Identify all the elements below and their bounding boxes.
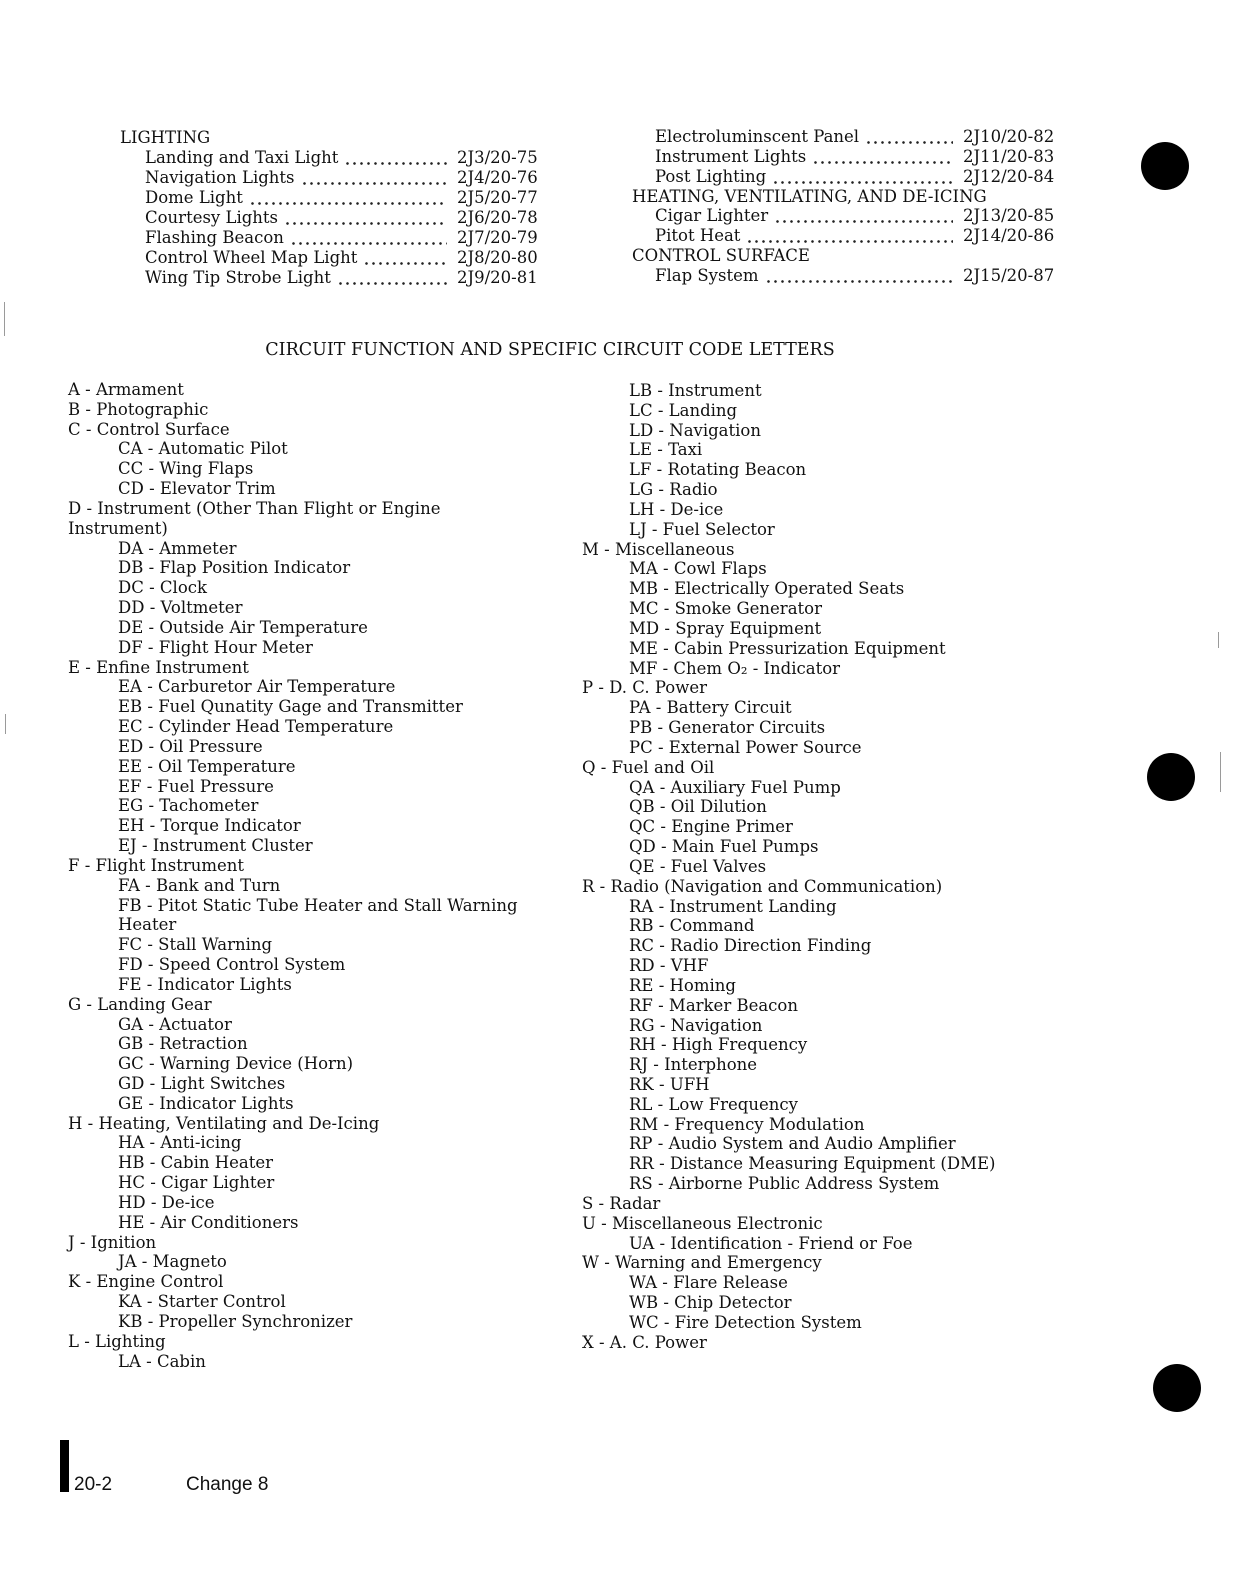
scan-mark (1220, 752, 1221, 792)
index-heading-heating: HEATING, VENTILATING, AND DE-ICING (632, 186, 987, 206)
code-subcategory: RG - Navigation (629, 1015, 763, 1035)
dot-leader (774, 167, 953, 187)
code-subcategory: PC - External Power Source (629, 737, 862, 757)
scan-mark (5, 714, 6, 734)
index-entry-label: Instrument Lights (655, 146, 807, 166)
code-subcategory: QC - Engine Primer (629, 817, 793, 837)
dot-leader (346, 148, 447, 168)
index-entry (655, 266, 1059, 286)
index-entry (145, 268, 543, 288)
code-subcategory: FD - Speed Control System (118, 955, 346, 975)
index-entry-label: Flashing Beacon (145, 228, 284, 247)
index-entry-ref: 2J5/20-77 (457, 188, 538, 207)
code-subcategory: LC - Landing (629, 400, 738, 420)
code-subcategory: ED - Oil Pressure (118, 736, 263, 756)
code-category: X - A. C. Power (582, 1332, 707, 1352)
code-subcategory: RD - VHF (629, 956, 709, 976)
code-subcategory: LF - Rotating Beacon (629, 460, 807, 480)
page-number: 20-2 (74, 1474, 113, 1495)
code-subcategory: EG - Tachometer (118, 796, 259, 816)
dot-leader (251, 188, 447, 208)
code-subcategory: GE - Indicator Lights (118, 1093, 294, 1113)
code-subcategory: QD - Main Fuel Pumps (629, 837, 819, 857)
dot-leader (814, 147, 953, 167)
code-subcategory: PB - Generator Circuits (629, 718, 826, 738)
code-subcategory: DF - Flight Hour Meter (118, 637, 313, 657)
code-category: E - Enfine Instrument (68, 657, 249, 677)
index-entry (655, 206, 1059, 226)
index-entry-ref: 2J6/20-78 (457, 208, 538, 227)
code-subcategory: LE - Taxi (629, 440, 703, 460)
code-subcategory: DA - Ammeter (118, 538, 237, 558)
dot-leader (365, 248, 447, 268)
code-category: W - Warning and Emergency (582, 1253, 822, 1273)
code-category: A - Armament (68, 380, 184, 399)
code-subcategory: RE - Homing (629, 975, 736, 995)
code-subcategory: ME - Cabin Pressurization Equipment (629, 638, 946, 658)
index-entry-label: Landing and Taxi Light (145, 148, 339, 167)
code-subcategory: FA - Bank and Turn (118, 875, 281, 895)
code-subcategory: EE - Oil Temperature (118, 756, 296, 776)
code-subcategory: RK - UFH (629, 1074, 710, 1094)
code-category: C - Control Surface (68, 419, 230, 439)
code-category: B - Photographic (68, 399, 209, 419)
code-subcategory: QB - Oil Dilution (629, 797, 767, 817)
code-subcategory: JA - Magneto (118, 1252, 227, 1272)
code-subcategory: RS - Airborne Public Address System (629, 1174, 940, 1194)
index-entry (145, 248, 543, 268)
code-subcategory: DD - Voltmeter (118, 598, 243, 618)
code-subcategory: CD - Elevator Trim (118, 479, 276, 499)
codes-left-column (68, 380, 518, 1371)
index-entry-label: Post Lighting (655, 166, 767, 186)
index-entry (655, 127, 1059, 147)
index-heading-control-surface: CONTROL SURFACE (632, 246, 810, 266)
index-entry (145, 208, 543, 228)
index-entry-ref: 2J3/20-75 (457, 148, 538, 167)
code-subcategory: PA - Battery Circuit (629, 698, 792, 718)
index-entry-label: Dome Light (145, 188, 243, 207)
index-entry-label: Control Wheel Map Light (145, 248, 358, 267)
code-subcategory: MB - Electrically Operated Seats (629, 579, 905, 599)
code-subcategory: EJ - Instrument Cluster (118, 836, 313, 856)
index-entry-ref: 2J14/20-86 (963, 226, 1055, 246)
code-subcategory: LD - Navigation (629, 420, 761, 440)
code-subcategory: RR - Distance Measuring Equipment (DME) (629, 1154, 996, 1174)
index-entry-ref: 2J11/20-83 (963, 146, 1055, 166)
code-subcategory: GA - Actuator (118, 1014, 232, 1034)
index-entry (145, 148, 543, 168)
code-category: M - Miscellaneous (582, 539, 735, 559)
code-subcategory: QA - Auxiliary Fuel Pump (629, 777, 841, 797)
dot-leader (339, 268, 447, 288)
binder-hole-dot (1141, 142, 1189, 190)
code-subcategory: LH - De-ice (629, 499, 724, 519)
index-entry (145, 228, 543, 248)
scan-mark (1218, 632, 1219, 648)
code-subcategory: HB - Cabin Heater (118, 1153, 274, 1173)
index-entry-label: Wing Tip Strobe Light (145, 268, 331, 287)
scan-mark (4, 302, 5, 336)
code-subcategory: DB - Flap Position Indicator (118, 558, 351, 578)
code-subcategory: MC - Smoke Generator (629, 599, 822, 619)
dot-leader (867, 127, 953, 147)
code-category: U - Miscellaneous Electronic (582, 1213, 823, 1233)
code-subcategory: RM - Frequency Modulation (629, 1114, 865, 1134)
index-entry (145, 188, 543, 208)
code-subcategory: WC - Fire Detection System (629, 1312, 862, 1332)
code-subcategory: EA - Carburetor Air Temperature (118, 677, 396, 697)
dot-leader (748, 226, 953, 246)
code-category: S - Radar (582, 1193, 661, 1213)
code-subcategory: WB - Chip Detector (629, 1293, 792, 1313)
index-entry-label: Flap System (655, 266, 759, 286)
code-subcategory: CC - Wing Flaps (118, 459, 254, 479)
code-subcategory: WA - Flare Release (629, 1273, 788, 1293)
code-subcategory: FC - Stall Warning (118, 935, 273, 955)
code-subcategory: RP - Audio System and Audio Amplifier (629, 1134, 956, 1154)
index-right-column (632, 127, 1059, 286)
index-entry (655, 226, 1059, 246)
code-subcategory: QE - Fuel Valves (629, 856, 767, 876)
code-subcategory: RC - Radio Direction Finding (629, 936, 872, 956)
code-category: K - Engine Control (68, 1272, 224, 1292)
dot-leader (776, 206, 953, 226)
index-entry-label: Pitot Heat (655, 226, 741, 246)
code-subcategory: RH - High Frequency (629, 1035, 808, 1055)
change-number: Change 8 (186, 1474, 269, 1495)
dot-leader (303, 168, 447, 188)
index-entry-ref: 2J4/20-76 (457, 168, 538, 187)
code-subcategory: HD - De-ice (118, 1192, 215, 1212)
code-subcategory: MF - Chem O₂ - Indicator (629, 658, 841, 678)
code-subcategory: DE - Outside Air Temperature (118, 617, 368, 637)
code-subcategory: RB - Command (629, 916, 755, 936)
index-entry-label: Cigar Lighter (655, 206, 769, 226)
index-entry-label: Courtesy Lights (145, 208, 279, 227)
index-entry-ref: 2J10/20-82 (963, 127, 1055, 146)
index-entry-ref: 2J13/20-85 (963, 206, 1055, 226)
code-subcategory: GB - Retraction (118, 1034, 248, 1054)
code-category: F - Flight Instrument (68, 855, 245, 875)
code-subcategory: RJ - Interphone (629, 1055, 758, 1075)
section-title: CIRCUIT FUNCTION AND SPECIFIC CIRCUIT CODE LETTERS (265, 340, 835, 360)
index-entry-ref: 2J7/20-79 (457, 228, 538, 247)
code-category: H - Heating, Ventilating and De-Icing (68, 1113, 380, 1133)
index-entry (655, 167, 1059, 187)
codes-right-column (582, 381, 995, 1353)
dot-leader (767, 266, 953, 286)
index-entry-ref: 2J12/20-84 (963, 166, 1055, 186)
code-subcategory: MD - Spray Equipment (629, 618, 822, 638)
code-subcategory: KA - Starter Control (118, 1292, 286, 1312)
code-subcategory: DC - Clock (118, 578, 207, 598)
code-subcategory: HE - Air Conditioners (118, 1212, 299, 1232)
code-category: G - Landing Gear (68, 994, 212, 1014)
binder-hole-dot (1153, 1364, 1201, 1412)
code-subcategory: LB - Instrument (629, 381, 762, 400)
code-subcategory: EF - Fuel Pressure (118, 776, 274, 796)
code-category: L - Lighting (68, 1331, 166, 1351)
index-entry-label: Navigation Lights (145, 168, 295, 187)
index-entry (145, 168, 543, 188)
index-entry-label: Electroluminscent Panel (655, 127, 860, 146)
code-subcategory: EB - Fuel Qunatity Gage and Transmitter (118, 697, 463, 717)
code-category: Q - Fuel and Oil (582, 757, 715, 777)
code-subcategory: GC - Warning Device (Horn) (118, 1054, 354, 1074)
code-subcategory: KB - Propeller Synchronizer (118, 1311, 353, 1331)
code-category: P - D. C. Power (582, 678, 707, 698)
code-subcategory: HC - Cigar Lighter (118, 1173, 275, 1193)
code-subcategory: RF - Marker Beacon (629, 995, 798, 1015)
code-subcategory: UA - Identification - Friend or Foe (629, 1233, 913, 1253)
change-bar (60, 1440, 69, 1492)
code-subcategory: RL - Low Frequency (629, 1094, 798, 1114)
index-heading-lighting: LIGHTING (120, 128, 211, 147)
dot-leader (286, 208, 447, 228)
code-subcategory: LG - Radio (629, 480, 718, 500)
index-entry (655, 147, 1059, 167)
index-entry-ref: 2J9/20-81 (457, 268, 538, 287)
code-subcategory: FB - Pitot Static Tube Heater and Stall Warning (118, 895, 518, 915)
code-subcategory: CA - Automatic Pilot (118, 439, 288, 459)
code-subcategory: RA - Instrument Landing (629, 896, 837, 916)
code-subcategory: HA - Anti-icing (118, 1133, 242, 1153)
code-subcategory: EC - Cylinder Head Temperature (118, 717, 394, 737)
code-subcategory: MA - Cowl Flaps (629, 559, 767, 579)
index-entry-ref: 2J15/20-87 (963, 266, 1055, 286)
code-subcategory-continuation: Heater (118, 915, 177, 935)
binder-hole-dot (1147, 753, 1195, 801)
code-category: J - Ignition (68, 1232, 157, 1252)
code-subcategory: EH - Torque Indicator (118, 816, 301, 836)
code-subcategory: GD - Light Switches (118, 1073, 286, 1093)
code-subcategory: FE - Indicator Lights (118, 974, 292, 994)
index-entry-ref: 2J8/20-80 (457, 248, 538, 267)
dot-leader (292, 228, 447, 248)
code-category-continuation: Instrument) (68, 518, 168, 538)
code-category: R - Radio (Navigation and Communication) (582, 876, 943, 896)
code-category: D - Instrument (Other Than Flight or Engine (68, 498, 441, 518)
code-subcategory: LA - Cabin (118, 1351, 206, 1371)
code-subcategory: LJ - Fuel Selector (629, 519, 775, 539)
index-left-column (120, 128, 543, 288)
